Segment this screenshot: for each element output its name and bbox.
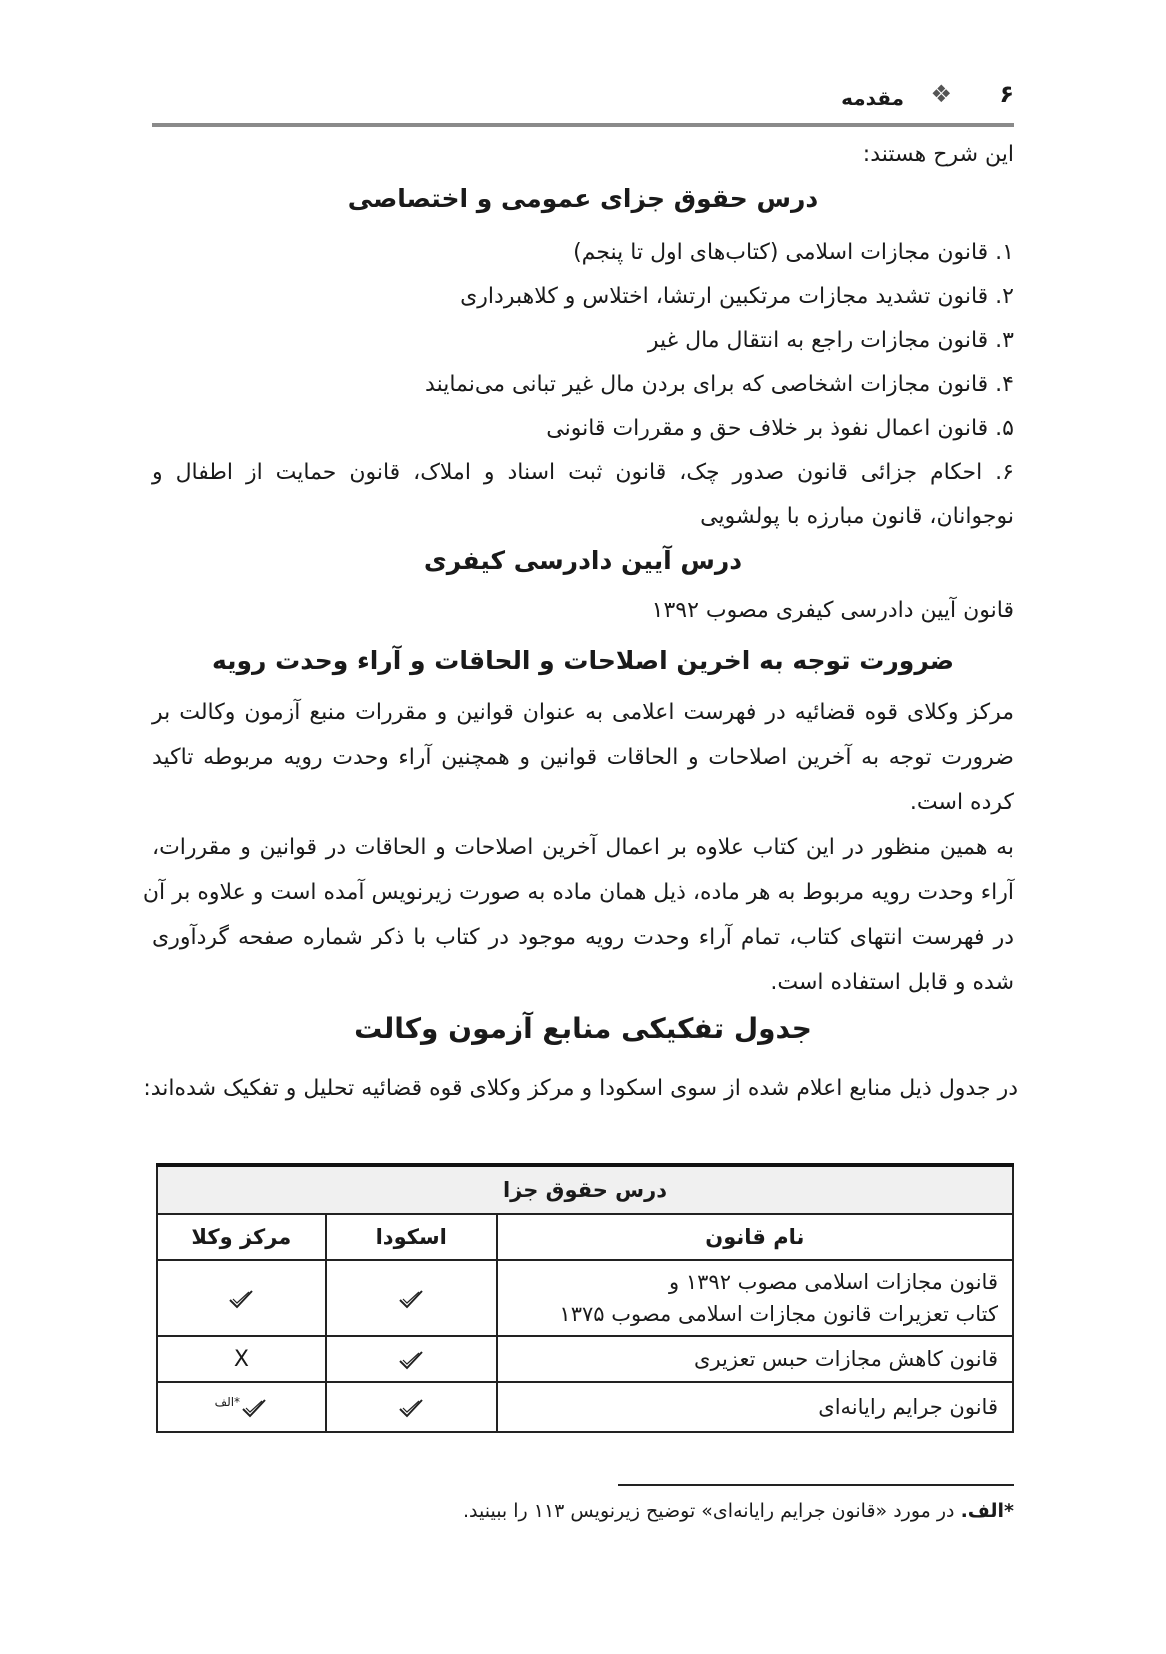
check-icon	[227, 1288, 255, 1310]
check-icon	[397, 1397, 425, 1419]
column-header-center: مرکز وکلا	[157, 1214, 326, 1260]
check-icon	[397, 1288, 425, 1310]
list-item: ۵. قانون اعمال نفوذ بر خلاف حق و مقررات قانونی	[546, 416, 1014, 441]
heading-amendments: ضرورت توجه به اخرین اصلاحات و الحاقات و آراء وحدت رویه	[211, 646, 955, 675]
list-item: ۳. قانون مجازات راجع به انتقال مال غیر	[647, 328, 1014, 353]
paragraph-line: به همین منظور در این کتاب علاوه بر اعمال آخرین اصلاحات و الحاقات در قوانین و مقررات،	[152, 835, 1014, 860]
law-name-line: کتاب تعزیرات قانون مجازات اسلامی مصوب ۱۳۷۵	[559, 1302, 998, 1326]
header-divider	[152, 123, 1014, 127]
paragraph-line: کرده است.	[909, 790, 1014, 815]
table-caption: درس حقوق جزا	[157, 1165, 1013, 1214]
footnote-reference: *الف	[214, 1395, 241, 1409]
page-number: ۶	[999, 80, 1014, 108]
paragraph-line: شده و قابل استفاده است.	[770, 970, 1014, 995]
table-caption-row	[157, 1165, 1013, 1214]
scooda-cell	[326, 1336, 497, 1382]
column-header-law: نام قانون	[497, 1214, 1013, 1260]
section-title: مقدمه	[841, 86, 904, 110]
paragraph-line: ضرورت توجه به آخرین اصلاحات و الحاقات قوانین و همچنین آراء وحدت رویه مربوطه تاکید	[152, 745, 1014, 770]
footnote-marker: *الف.	[960, 1500, 1014, 1522]
footnote	[152, 1500, 1014, 1522]
center-cell	[157, 1260, 326, 1336]
table-row	[157, 1382, 1013, 1432]
list-item: ۱. قانون مجازات اسلامی (کتاب‌های اول تا پنجم)	[573, 240, 1014, 265]
heading-procedure: درس آیین دادرسی کیفری	[423, 546, 743, 575]
paragraph-line: مرکز وکلای قوه قضائیه در فهرست اعلامی به عنوان قوانین و مقررات منبع آزمون وکالت بر	[152, 700, 1014, 725]
paragraph-line: در فهرست انتهای کتاب، تمام آراء وحدت رویه موجود در کتاب با ذکر شماره صفحه گردآوری	[152, 925, 1014, 950]
scooda-cell	[326, 1382, 497, 1432]
page-header	[152, 80, 1014, 120]
scooda-cell	[326, 1260, 497, 1336]
heading-table: جدول تفکیکی منابع آزمون وکالت	[354, 1012, 812, 1045]
list-item-continuation: نوجوانان، قانون مبارزه با پولشویی	[700, 504, 1014, 529]
sources-table	[156, 1163, 1014, 1433]
law-name-line: قانون مجازات اسلامی مصوب ۱۳۹۲ و	[669, 1270, 998, 1294]
table-header-row	[157, 1214, 1013, 1260]
column-header-scooda: اسکودا	[326, 1214, 497, 1260]
center-cell	[157, 1382, 326, 1432]
x-mark: X	[157, 1336, 326, 1382]
procedure-text: قانون آیین دادرسی کیفری مصوب ۱۳۹۲	[651, 598, 1014, 623]
list-item: ۶. احکام جزائی قانون صدور چک، قانون ثبت اسناد و املاک، قانون حمایت از اطفال و	[152, 460, 1014, 485]
check-icon	[240, 1397, 268, 1419]
footnote-text: در مورد «قانون جرایم رایانه‌ای» توضیح زیرنویس ۱۱۳ را ببینید.	[462, 1500, 955, 1522]
table-row	[157, 1260, 1013, 1336]
list-item: ۲. قانون تشدید مجازات مرتکبین ارتشا، اختلاس و کلاهبرداری	[460, 284, 1014, 309]
list-item: ۴. قانون مجازات اشخاصی که برای بردن مال غیر تبانی می‌نمایند	[425, 372, 1014, 397]
ornament-icon: ❖	[930, 80, 952, 108]
table-row	[157, 1336, 1013, 1382]
law-name-cell	[497, 1260, 1013, 1336]
table-intro: در جدول ذیل منابع اعلام شده از سوی اسکودا و مرکز وکلای قوه قضائیه تحلیل و تفکیک شده‌اند:	[143, 1076, 1018, 1101]
law-name-cell: قانون جرایم رایانه‌ای	[497, 1382, 1013, 1432]
intro-line: این شرح هستند:	[862, 142, 1014, 167]
law-name-cell: قانون کاهش مجازات حبس تعزیری	[497, 1336, 1013, 1382]
check-icon	[397, 1349, 425, 1371]
footnote-divider	[618, 1484, 1014, 1486]
heading-penal-law: درس حقوق جزای عمومی و اختصاصی	[347, 184, 819, 213]
paragraph-line: آراء وحدت رویه مربوط به هر ماده، ذیل همان ماده به صورت زیرنویس آمده است و علاوه بر آن	[142, 880, 1014, 905]
